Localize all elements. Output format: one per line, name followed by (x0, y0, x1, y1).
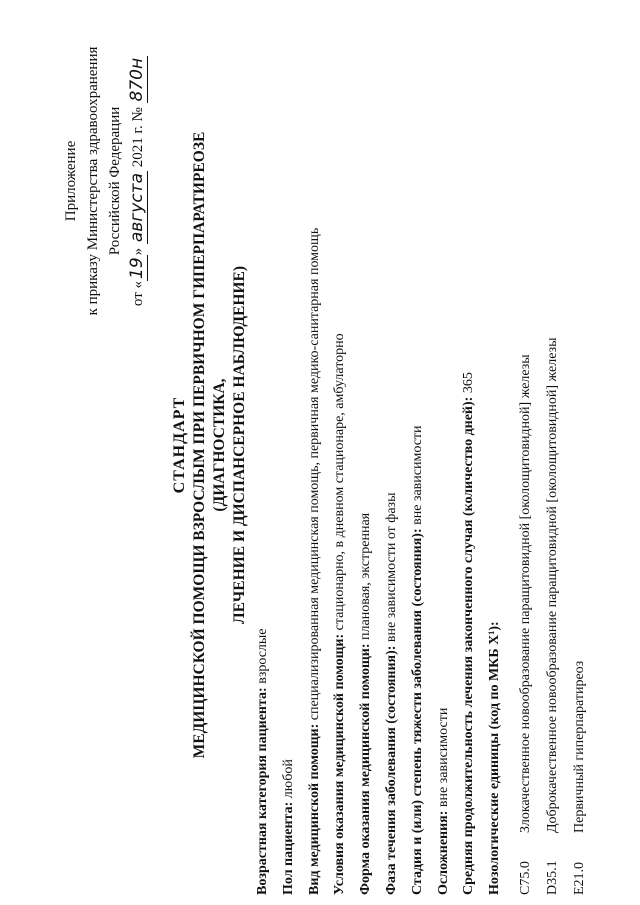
patient-fields (250, 25, 508, 895)
field-age: Возрастная категория пациента: взрослые (255, 628, 270, 895)
field-sex: Пол пациента: любой (280, 759, 296, 895)
icd-description: Доброкачественное новообразование паращитовидной [околощитовидной] железы (545, 337, 560, 833)
title-line-2: ЛЕЧЕНИЕ И ДИСПАНСЕРНОЕ НАБЛЮДЕНИЕ) (231, 266, 248, 624)
title-standard: СТАНДАРТ (171, 396, 188, 494)
order-date-number: от «19» августа 2021 г. № 870н (127, 57, 147, 307)
icd-code-list (512, 25, 593, 895)
field-complications: Осложнения: вне зависимости (435, 707, 451, 895)
document-title (170, 65, 250, 825)
field-care-conditions: Условия оказания медицинской помощи: стационарно, в дневном стационаре, амбулаторно (332, 333, 348, 895)
list-item (566, 25, 593, 895)
icd-code: D35.1 (545, 860, 560, 895)
field-disease-stage: Стадия и (или) степень тяжести заболевания (состояния): вне зависимости (409, 425, 425, 895)
icd-description: Злокачественное новообразование паращитовидной [околощитовидной] железы (518, 354, 533, 833)
field-care-type: Вид медицинской помощи: специализированная медицинская помощь, первичная медико-санитарная помощь (306, 227, 322, 895)
icd-code: E21.0 (572, 861, 587, 895)
field-disease-phase: Фаза течения заболевания (состояния): вне зависимости от фазы (383, 492, 399, 895)
approval-block (60, 36, 149, 326)
field-duration: Средняя продолжительность лечения законченного случая (количество дней): 365 (461, 372, 477, 895)
list-item (512, 25, 539, 895)
handwritten-month: августа (127, 173, 147, 243)
field-care-form: Форма оказания медицинской помощи: плановая, экстренная (358, 512, 374, 895)
field-nosology: Нозологические единицы (код по МКБ X¹): (487, 621, 503, 895)
icd-code: C75.0 (518, 861, 533, 895)
appendix-label: Приложение (63, 140, 79, 222)
order-line: к приказу Министерства здравоохранения (85, 46, 101, 316)
handwritten-number: 870н (127, 57, 147, 102)
list-item (539, 25, 566, 895)
title-line-1: МЕДИЦИНСКОЙ ПОМОЩИ ВЗРОСЛЫМ ПРИ ПЕРВИЧНОМ ГИПЕРПАРАТИРЕОЗЕ (ДИАГНОСТИКА, (191, 131, 228, 759)
ministry-line: Российской Федерации (107, 106, 123, 256)
icd-description: Первичный гиперпаратиреоз (572, 660, 587, 833)
handwritten-day: 19 (127, 257, 147, 279)
